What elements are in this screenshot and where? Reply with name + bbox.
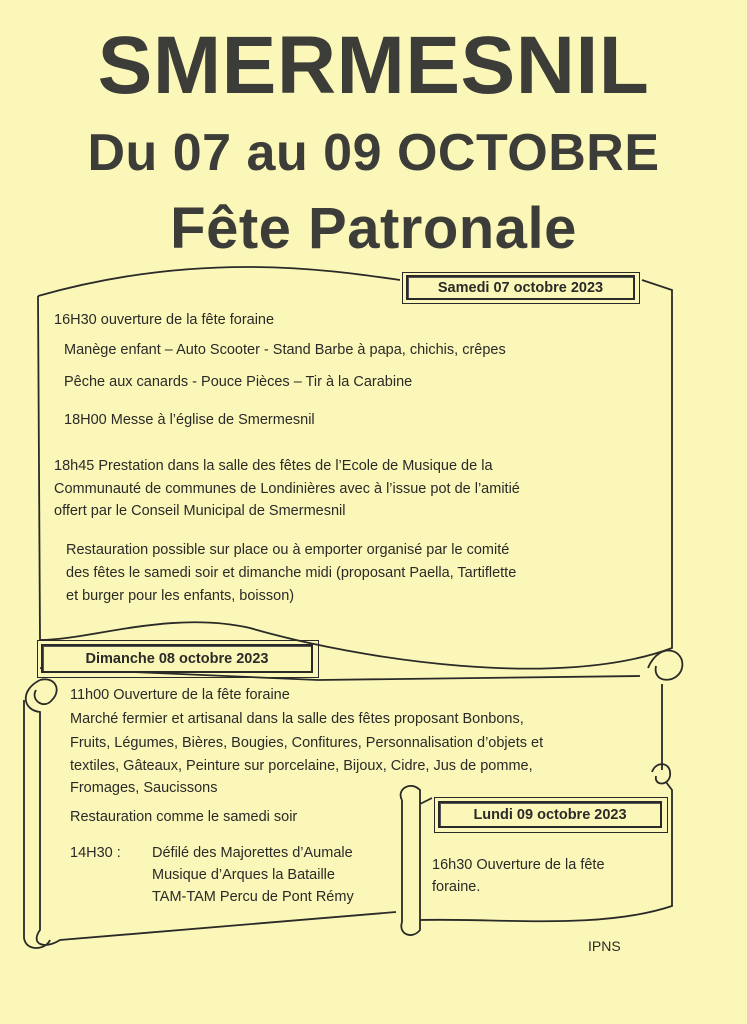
event-dates: Du 07 au 09 OCTOBRE [87, 124, 660, 182]
monday-opening-line: foraine. [432, 879, 481, 895]
saturday-concert-line: offert par le Conseil Municipal de Smermesnil [54, 503, 346, 519]
monday-scroll-curl-right [652, 764, 670, 783]
sunday-opening: 11h00 Ouverture de la fête foraine [70, 687, 290, 703]
saturday-concert-line: 18h45 Prestation dans la salle des fêtes de l’Ecole de Musique de la [54, 458, 493, 474]
saturday-attractions-1: Manège enfant – Auto Scooter - Stand Barbe à papa, chichis, crêpes [64, 342, 506, 358]
sunday-market-line: Fromages, Saucissons [70, 780, 218, 796]
sunday-parade-time: 14H30 : [70, 845, 121, 861]
monday-opening-line: 16h30 Ouverture de la fête [432, 857, 605, 873]
saturday-mass: 18H00 Messe à l’église de Smermesnil [64, 412, 315, 428]
ipns-mark: IPNS [588, 938, 621, 954]
page-title: SMERMESNIL [97, 20, 650, 111]
sunday-market-line: Fruits, Légumes, Bières, Bougies, Confitures, Personnalisation d’objets et [70, 735, 544, 751]
sunday-food: Restauration comme le samedi soir [70, 809, 298, 825]
saturday-food-line: et burger pour les enfants, boisson) [66, 588, 295, 604]
saturday-food-line: Restauration possible sur place ou à emporter organisé par le comité [66, 542, 510, 558]
sunday-parade-line: Musique d’Arques la Bataille [152, 867, 335, 883]
sunday-market-line: Marché fermier et artisanal dans la salle des fêtes proposant Bonbons, [70, 711, 524, 727]
sunday-parade-line: Défilé des Majorettes d’Aumale [152, 845, 353, 861]
monday-date-label: Lundi 09 octobre 2023 [438, 801, 662, 828]
sunday-scroll-curl-left [35, 679, 57, 704]
saturday-food-line: des fêtes le samedi soir et dimanche midi (proposant Paella, Tartiflette [66, 565, 517, 581]
saturday-opening: 16H30 ouverture de la fête foraine [54, 312, 275, 328]
event-subtitle: Fête Patronale [170, 196, 577, 261]
saturday-attractions-2: Pêche aux canards - Pouce Pièces – Tir à la Carabine [64, 374, 413, 390]
saturday-date-label: Samedi 07 octobre 2023 [406, 275, 635, 300]
sunday-market-line: textiles, Gâteaux, Peinture sur porcelaine, Bijoux, Cidre, Jus de pomme, [70, 758, 533, 774]
sunday-scroll-roll-left [24, 700, 50, 948]
saturday-concert-line: Communauté de communes de Londinières avec à l’issue pot de l’amitié [54, 481, 520, 497]
sunday-date-label: Dimanche 08 octobre 2023 [41, 644, 313, 673]
sunday-parade-line: TAM-TAM Percu de Pont Rémy [152, 889, 354, 905]
